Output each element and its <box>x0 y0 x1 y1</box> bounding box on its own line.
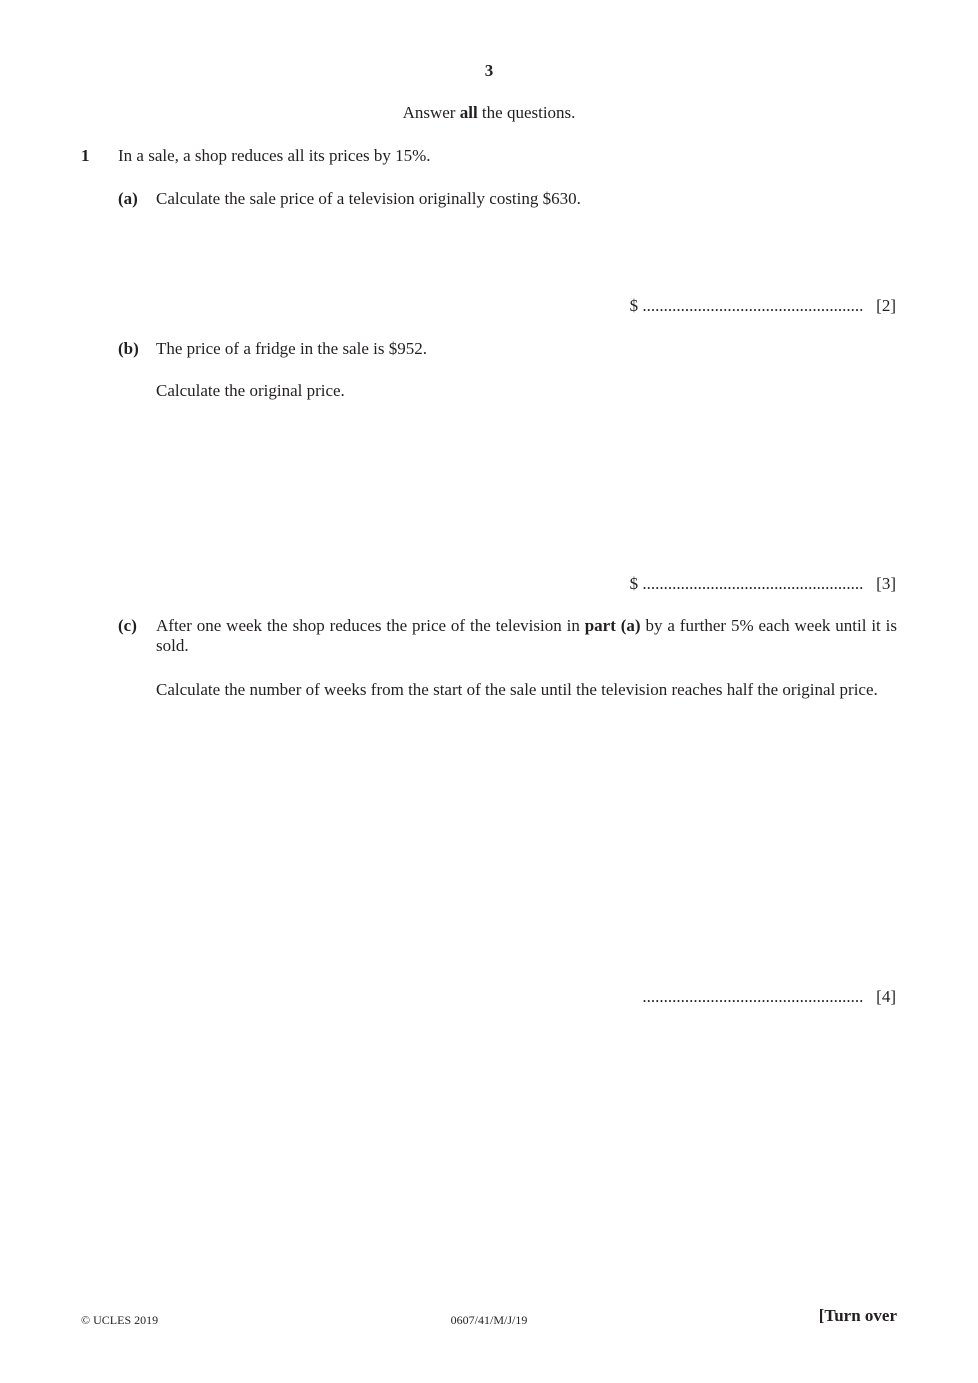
part-c-text-bold: part (a) <box>584 616 641 635</box>
question-number: 1 <box>81 146 90 165</box>
page-number: 3 <box>484 61 494 80</box>
part-a-answer-line <box>630 296 896 316</box>
part-c-answer-dots: .................................................... <box>642 987 864 1006</box>
part-b-text: The price of a fridge in the sale is $952. <box>156 339 427 358</box>
part-b-answer-line <box>630 574 896 594</box>
part-b-marks: [3] <box>876 574 896 593</box>
part-a-label: (a) <box>118 189 138 208</box>
footer-paper-code: 0607/41/M/J/19 <box>450 1313 528 1327</box>
part-c-answer-line <box>642 987 896 1007</box>
turn-over-label: [Turn over <box>818 1306 897 1325</box>
part-c-label: (c) <box>118 616 137 635</box>
part-b-answer-dots: .................................................... <box>642 574 864 593</box>
instruction <box>0 103 978 123</box>
part-c-text-after: by a further 5% each week until it is sold. <box>156 616 897 655</box>
instruction-emphasis: all <box>459 103 478 122</box>
part-a-answer-dots: .................................................... <box>642 296 864 315</box>
instruction-text-before: Answer <box>402 103 460 122</box>
part-c-text-before: After one week the shop reduces the price of the television in <box>156 616 585 635</box>
part-c-marks: [4] <box>876 987 896 1006</box>
part-b-label: (b) <box>118 339 139 358</box>
part-b-instruction: Calculate the original price. <box>156 381 345 400</box>
part-c-text <box>156 616 897 656</box>
part-a-answer-prefix: $ <box>629 296 639 315</box>
part-a-text: Calculate the sale price of a television originally costing $630. <box>156 189 581 208</box>
part-b-answer-prefix: $ <box>629 574 639 593</box>
part-a-marks: [2] <box>876 296 896 315</box>
instruction-text-after: the questions. <box>477 103 576 122</box>
part-c-instruction: Calculate the number of weeks from the start of the sale until the television reaches half the original price. <box>156 680 878 699</box>
footer-copyright: © UCLES 2019 <box>81 1313 159 1327</box>
question-stem: In a sale, a shop reduces all its prices by 15%. <box>118 146 431 165</box>
